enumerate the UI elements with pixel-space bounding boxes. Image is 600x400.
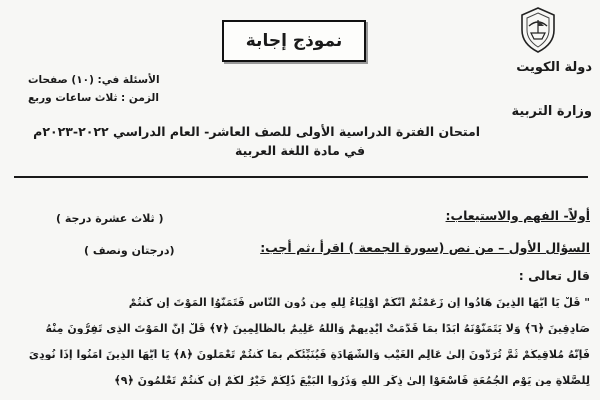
exam-title: امتحان الفترة الدراسية الأولى للصف العاشر- العام الدراسي ٢٠٢٢-٢٠٢٣م	[33, 124, 480, 139]
quote-intro: قال تعالى :	[518, 268, 590, 283]
section-heading: أولاً- الفهم والاستيعاب:	[445, 208, 590, 223]
answer-model-title: نموذج إجابة	[222, 20, 366, 62]
question-heading: السؤال الأول – من نص (سورة الجمعة ) اقرأ ،ثم أجب:	[260, 240, 590, 255]
verse-line: صَادِقِينَ ﴿٦﴾ وَلَا يَتَمَنَّوْنَهُ أَبَدًا بِمَا قَدَّمَتْ أَيْدِيهِمْ وَاللَّهُ عَلِيمٌ بِالظَّالِمِينَ ﴿٧﴾ قُلْ إِنَّ الْمَوْتَ الَّذِي تَفِرُّونَ مِنْهُ	[45, 323, 590, 334]
verse-line: " قُلْ يَا أَيُّهَا الَّذِينَ هَادُوا إِن زَعَمْتُمْ أَنَّكُمْ أَوْلِيَاءُ لِلَّهِ مِن دُونِ النَّاسِ فَتَمَنَّوُا الْمَوْتَ إِن كُنتُمْ	[128, 297, 590, 308]
pages-info: الأسئلة في: (١٠) صفحات	[28, 74, 160, 86]
header-divider	[14, 176, 588, 178]
verse-line: فَإِنَّهُ مُلَاقِيكُمْ ثُمَّ تُرَدُّونَ إِلَىٰ عَالِمِ الْغَيْبِ وَالشَّهَادَةِ فَيُنَبِّئُكُم بِمَا كُنتُمْ تَعْمَلُونَ ﴿٨﴾ يَا أَيُّهَا الَّذِينَ آمَنُوا إِذَا نُودِيَ	[28, 349, 590, 360]
time-info: الزمن : ثلاث ساعات وربع	[28, 92, 159, 104]
verse-line: لِلصَّلَاةِ مِن يَوْمِ الْجُمُعَةِ فَاسْعَوْا إِلَىٰ ذِكْرِ اللَّهِ وَذَرُوا الْبَيْعَ ذَٰلِكُمْ خَيْرٌ لَّكُمْ إِن كُنتُمْ تَعْلَمُونَ ﴿٩﴾	[114, 375, 590, 386]
kuwait-emblem-icon	[517, 6, 559, 54]
exam-subject: في مادة اللغة العربية	[234, 143, 366, 158]
section-marks: ( ثلاث عشرة درجة )	[56, 212, 164, 225]
question-marks: (درجتان ونصف )	[84, 244, 175, 257]
country-name: دولة الكويت	[516, 60, 592, 75]
ministry-name: وزارة التربية	[511, 104, 592, 119]
